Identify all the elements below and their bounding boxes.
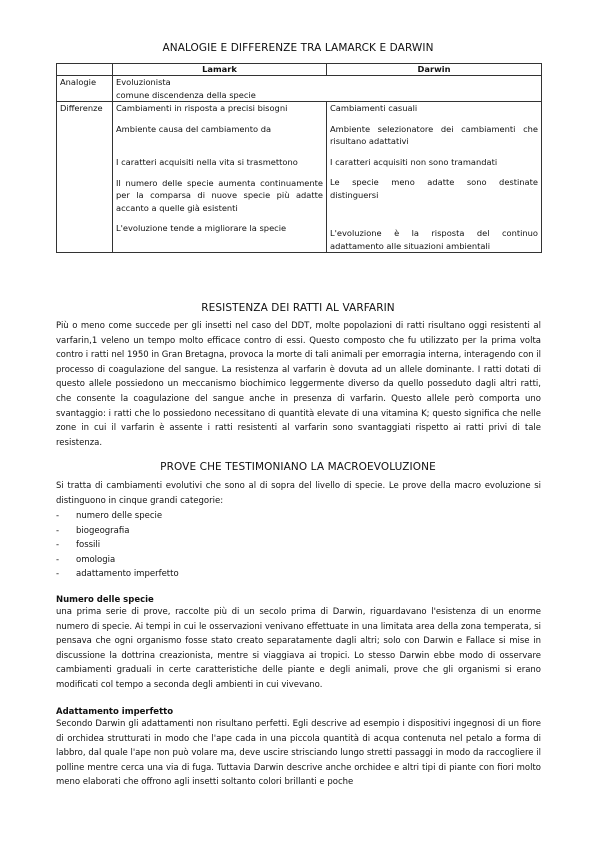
- numero-paragraph: una prima serie di prove, raccolte più di un secolo prima di Darwin, riguardavano l'esistenza di un enorme numero di specie. Ai tempi in cui le osservazioni venivano effettuate in una limitata area della zona temperata, si pensava che ogni organismo fosse stato creato separatamente dagli altri; solo con Darwin e Fallace si mise in discussione la dottrina creazionista, mentre si viaggiava ai tropici. Lo stesso Darwin ebbe modo di osservare cambiamenti graduali in certe caratteristiche delle piante e degli animali, prove che gli organismi si erano modificati col tempo a seconda degli ambienti in cui vivevano.: [56, 607, 541, 690]
- lamarck-point: Il numero delle specie aumenta continuamente per la comparsa di nuove specie più adatte accanto a quelle già esistenti: [116, 177, 323, 213]
- warfarin-paragraph: Più o meno come succede per gli insetti nel caso del DDT, molte popolazioni di ratti risultano oggi resistenti al varfarin,1 veleno un tempo molto efficace contro di essi. Questo composto che fu utilizzato per la prima volta contro i ratti nel 1950 in Gran Bretagna, provoca la morte di tali animali per emorragia interna, interagendo con il processo di coagulazione del sangue. La resistenza al varfarin è dovuta ad un allele dominante. I ratti dotati di questo allele possiedono un meccanismo biochimico leggermente diverso da quello posseduto dagli altri ratti, che consente la coagulazione del sangue anche in presenza di varfarin. Questo allele però comporta uno svantaggio: i ratti che lo possiedono necessitano di quantità elevate di una vitamina K; questo significa che nelle zone in cui il varfarin è assente i ratti resistenti al varfarin sono svantaggiati rispetto ai ratti privi di tale resistenza.: [56, 321, 541, 448]
- adattamento-paragraph: Secondo Darwin gli adattamenti non risultano perfetti. Egli descrive ad esempio i dispositivi ingegnosi di un fiore di orchidea strutturati in modo che l'ape cada in una piccola quantità di acqua contenuta nel petalo a forma di labbro, dal quale l'ape non può volare ma, deve uscire strisciando lungo stretti passaggi in modo da raccogliere il polline mentre cerca una via di fuga. Tuttavia Darwin descrive anche orchidee e altri tipi di piante con fiori molto meno elaborati che offrono agli insetti soltanto colori brillanti e poche: [56, 719, 541, 788]
- adattamento-heading: Adattamento imperfetto: [56, 707, 174, 717]
- row-label-differenze: Differenze: [57, 102, 113, 253]
- darwin-point: Cambiamenti casuali: [330, 103, 418, 113]
- analogie-line-1: Evoluzionista: [116, 77, 171, 87]
- header-empty-cell: [57, 64, 113, 76]
- analogie-cell: [113, 76, 542, 102]
- darwin-point: L'evoluzione è la risposta del continuo adattamento alle situazioni ambientali: [330, 228, 538, 251]
- list-item: - biogeografia: [56, 525, 130, 536]
- header-darwin: Darwin: [327, 64, 542, 76]
- list-item: - adattamento imperfetto: [56, 569, 179, 580]
- warfarin-title: RESISTENZA DEI RATTI AL VARFARIN: [201, 302, 395, 314]
- lamarck-point: Cambiamenti in risposta a precisi bisogni: [116, 103, 288, 113]
- darwin-point: I caratteri acquisiti non sono tramandati: [330, 156, 498, 167]
- table-row-analogie: [57, 76, 542, 102]
- analogie-line-2: comune discendenza della specie: [116, 89, 256, 100]
- list-item: - omologia: [56, 554, 116, 565]
- categories-list: [56, 509, 179, 582]
- macroevolution-intro: Si tratta di cambiamenti evolutivi che sono al di sopra del livello di specie. Le prove della macro evoluzione si distinguono in cinque grandi categorie:: [56, 481, 541, 506]
- darwin-point: Ambiente selezionatore dei cambiamenti che risultano adattativi: [330, 123, 538, 146]
- table-header-row: [57, 64, 542, 76]
- darwin-differences-cell: [327, 102, 542, 253]
- lamarck-point: Ambiente causa del cambiamento da: [116, 123, 272, 134]
- table-row-differenze: [57, 102, 542, 253]
- lamarck-point: L'evoluzione tende a migliorare la specie: [116, 223, 287, 233]
- lamarck-differences-cell: [113, 102, 327, 253]
- lamarck-point: I caratteri acquisiti nella vita si trasmettono: [116, 157, 298, 167]
- list-item: - numero delle specie: [56, 511, 163, 521]
- comparison-table: [56, 63, 542, 253]
- numero-heading: Numero delle specie: [56, 595, 154, 605]
- row-label-analogie: Analogie: [57, 76, 113, 102]
- header-lamarck: Lamark: [113, 64, 327, 76]
- table-title: ANALOGIE E DIFFERENZE TRA LAMARCK E DARWIN: [162, 42, 434, 54]
- list-item: - fossili: [56, 540, 101, 551]
- macroevolution-title: PROVE CHE TESTIMONIANO LA MACROEVOLUZIONE: [160, 461, 436, 473]
- darwin-point: Le specie meno adatte sono destinate distinguersi: [330, 177, 538, 200]
